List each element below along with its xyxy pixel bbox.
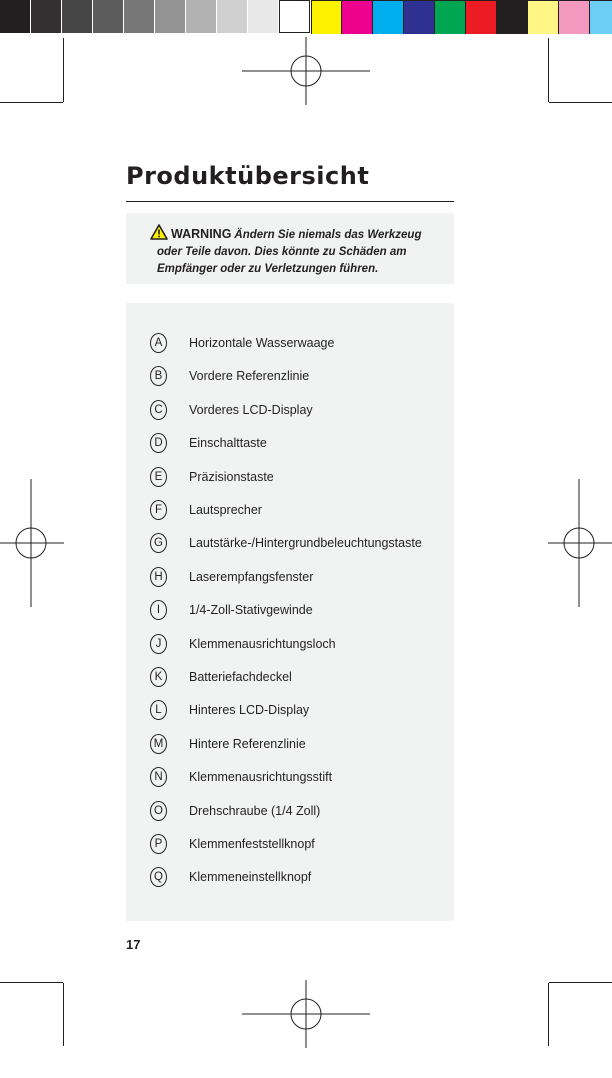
page-number: 17 xyxy=(126,937,141,952)
part-letter-badge: M xyxy=(150,734,167,754)
list-item xyxy=(150,699,309,721)
list-item xyxy=(150,866,311,888)
crop-mark xyxy=(0,982,63,983)
calibration-swatch xyxy=(62,0,93,33)
part-letter-badge: E xyxy=(150,467,167,487)
crop-mark xyxy=(548,983,549,1046)
part-letter-badge: O xyxy=(150,801,167,821)
registration-mark-top xyxy=(242,7,370,135)
calibration-swatch xyxy=(373,1,404,34)
list-item xyxy=(150,499,262,521)
part-letter-badge: I xyxy=(150,600,167,620)
crop-mark xyxy=(63,983,64,1046)
part-letter-badge: P xyxy=(150,834,167,854)
parts-list xyxy=(126,303,454,921)
part-letter-badge: N xyxy=(150,767,167,787)
part-label: Klemmeneinstellknopf xyxy=(189,870,312,885)
list-item xyxy=(150,466,274,488)
part-label: Klemmenausrichtungsloch xyxy=(189,636,336,651)
calibration-swatch xyxy=(404,1,435,34)
part-label: Präzisionstaste xyxy=(189,469,274,484)
list-item xyxy=(150,566,313,588)
list-item xyxy=(150,365,309,387)
crop-mark xyxy=(549,982,612,983)
list-item xyxy=(150,633,336,655)
calibration-swatch xyxy=(93,0,124,33)
part-label: Hinteres LCD-Display xyxy=(189,703,310,718)
crop-mark xyxy=(549,102,612,103)
registration-mark-right xyxy=(515,479,612,607)
list-item xyxy=(150,733,306,755)
calibration-swatch xyxy=(155,0,186,33)
part-label: Einschalttaste xyxy=(189,436,267,451)
warning-text: Ändern Sie niemals das Werkzeug oder Teile davon. Dies könnte zu Schäden am Empfänger oder zu Verletzungen führen. xyxy=(157,229,422,275)
calibration-swatch xyxy=(124,0,155,33)
part-letter-badge: G xyxy=(150,533,167,553)
calibration-swatch xyxy=(466,1,497,34)
calibration-swatch xyxy=(497,1,528,34)
list-item xyxy=(150,766,332,788)
part-letter-badge: J xyxy=(150,634,167,654)
part-letter-badge: Q xyxy=(150,867,167,887)
part-label: Vorderes LCD-Display xyxy=(189,402,313,417)
list-item xyxy=(150,332,334,354)
registration-mark-left xyxy=(0,479,95,607)
part-label: Laserempfangsfenster xyxy=(189,569,314,584)
part-letter-badge: H xyxy=(150,567,167,587)
part-label: Batteriefachdeckel xyxy=(189,670,292,684)
part-label: 1/4-Zoll-Stativgewinde xyxy=(189,603,313,618)
calibration-swatch xyxy=(31,0,62,33)
part-letter-badge: B xyxy=(150,366,167,386)
list-item xyxy=(150,833,315,855)
title-divider xyxy=(126,201,454,202)
registration-mark-bottom xyxy=(242,950,370,1078)
calibration-swatch xyxy=(590,1,612,34)
warning-box xyxy=(126,213,454,284)
part-label: Klemmenfeststellknopf xyxy=(189,837,315,851)
crop-mark xyxy=(63,38,64,102)
part-letter-badge: A xyxy=(150,333,167,353)
list-item xyxy=(150,399,313,421)
list-item xyxy=(150,599,313,621)
calibration-swatch xyxy=(435,1,466,34)
part-letter-badge: F xyxy=(150,500,167,520)
part-label: Hintere Referenzlinie xyxy=(189,736,306,751)
part-label: Drehschraube (1/4 Zoll) xyxy=(189,803,321,818)
warning-triangle-icon xyxy=(150,224,168,240)
part-letter-badge: C xyxy=(150,400,167,420)
calibration-swatch xyxy=(0,0,31,33)
part-label: Lautsprecher xyxy=(189,503,262,517)
list-item xyxy=(150,666,292,688)
part-label: Horizontale Wasserwaage xyxy=(189,336,335,350)
calibration-swatch xyxy=(559,1,590,34)
list-item xyxy=(150,800,320,822)
page-title: Produktübersicht xyxy=(126,162,370,190)
part-label: Klemmenausrichtungsstift xyxy=(189,770,333,785)
calibration-swatch xyxy=(186,0,217,33)
warning-label: WARNING xyxy=(171,227,232,241)
part-letter-badge: K xyxy=(150,667,167,687)
crop-mark xyxy=(548,38,549,102)
part-label: Lautstärke-/Hintergrundbeleuchtungstaste xyxy=(189,536,422,551)
calibration-swatch xyxy=(528,1,559,34)
part-letter-badge: D xyxy=(150,433,167,453)
part-label: Vordere Referenzlinie xyxy=(189,369,310,384)
list-item xyxy=(150,432,267,454)
list-item xyxy=(150,532,422,554)
part-letter-badge: L xyxy=(150,700,167,720)
crop-mark xyxy=(0,102,63,103)
